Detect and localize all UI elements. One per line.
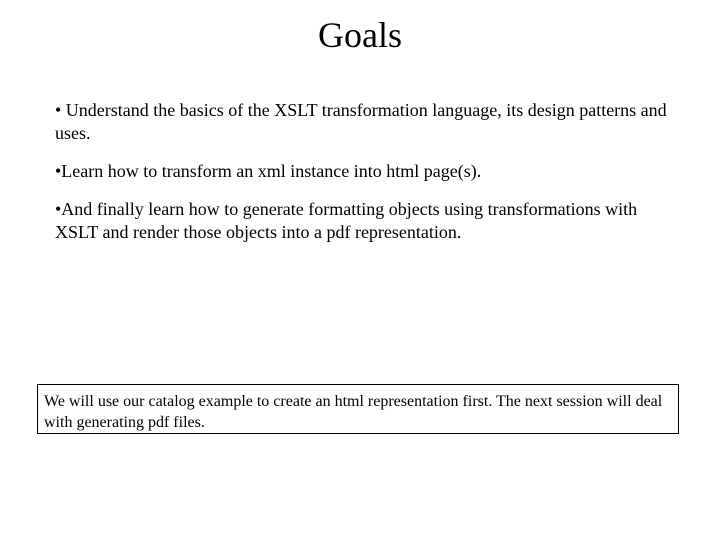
catalog-note-box: We will use our catalog example to create an html representation first. The next session will deal with generating pdf files.	[37, 384, 679, 434]
slide-title: Goals	[318, 15, 402, 55]
bullet-formatting-objects-pdf: •And finally learn how to generate formatting objects using transformations with XSLT and render those objects into a pdf representation.	[55, 199, 638, 242]
bullet-xslt-basics: • Understand the basics of the XSLT transformation language, its design patterns and uses.	[55, 100, 667, 143]
bullet-xml-to-html: •Learn how to transform an xml instance into html page(s).	[55, 161, 482, 181]
goals-bullet-list	[55, 99, 675, 259]
